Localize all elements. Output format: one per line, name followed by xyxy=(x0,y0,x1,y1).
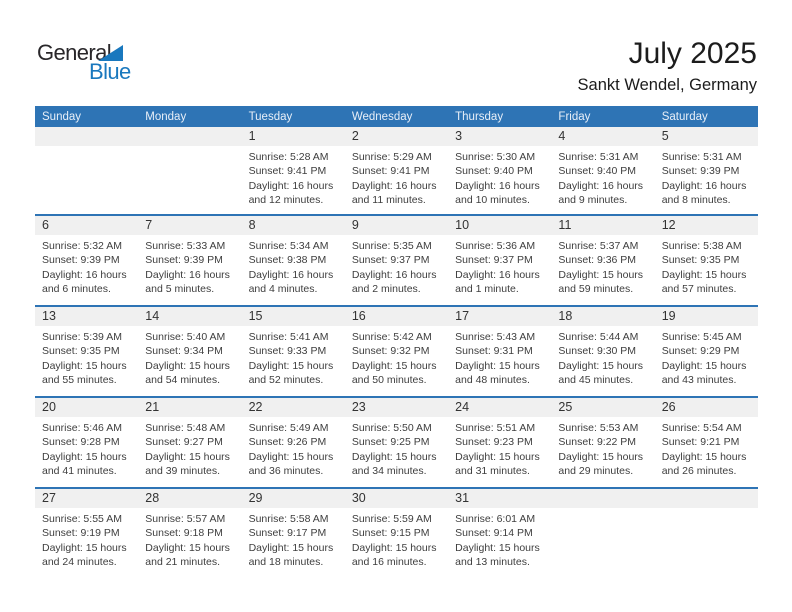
day-cell-23 xyxy=(345,398,448,487)
week-row-4 xyxy=(35,396,758,487)
day-number: 7 xyxy=(138,216,241,235)
week-row-1 xyxy=(35,127,758,214)
page-title-month-year: July 2025 xyxy=(628,37,757,70)
day-sunset-line: Sunset: 9:39 PM xyxy=(145,254,223,267)
day-number: 22 xyxy=(242,398,345,417)
title-block xyxy=(578,38,757,94)
day-cell-7 xyxy=(138,216,241,305)
day-number: 11 xyxy=(551,216,654,235)
day-details xyxy=(655,326,758,388)
day-details xyxy=(551,508,654,512)
calendar xyxy=(35,106,758,578)
day-cell-31 xyxy=(448,489,551,578)
day-cell-15 xyxy=(242,307,345,396)
day-details xyxy=(551,326,654,388)
day-sunrise-line: Sunrise: 5:48 AM xyxy=(145,422,226,434)
day-sunset-line: Sunset: 9:28 PM xyxy=(42,436,120,449)
day-details xyxy=(655,508,758,512)
day-number: 21 xyxy=(138,398,241,417)
day-sunset-line: Sunset: 9:37 PM xyxy=(455,254,533,267)
day-daylight-line: Daylight: 15 hours and 18 minutes. xyxy=(248,541,334,569)
day-sunset-line: Sunset: 9:41 PM xyxy=(248,165,327,178)
day-number: 30 xyxy=(345,489,448,508)
day-details xyxy=(242,417,345,479)
day-number: 19 xyxy=(655,307,758,326)
day-sunset-line: Sunset: 9:21 PM xyxy=(661,436,740,449)
week-row-2 xyxy=(35,214,758,305)
day-cell-20 xyxy=(35,398,138,487)
day-daylight-line: Daylight: 15 hours and 13 minutes. xyxy=(455,541,540,569)
week-row-5 xyxy=(35,487,758,578)
day-daylight-line: Daylight: 16 hours and 6 minutes. xyxy=(42,268,127,296)
day-sunrise-line: Sunrise: 5:39 AM xyxy=(42,331,122,343)
weekday-header-row xyxy=(35,106,758,127)
day-sunrise-line: Sunrise: 5:53 AM xyxy=(558,422,639,434)
day-number xyxy=(655,489,758,508)
day-sunrise-line: Sunrise: 5:32 AM xyxy=(42,240,122,252)
day-number: 12 xyxy=(655,216,758,235)
day-number: 27 xyxy=(35,489,138,508)
day-sunset-line: Sunset: 9:29 PM xyxy=(661,345,740,358)
day-sunrise-line: Sunrise: 5:49 AM xyxy=(248,422,329,434)
day-sunset-line: Sunset: 9:40 PM xyxy=(558,165,637,178)
day-daylight-line: Daylight: 15 hours and 54 minutes. xyxy=(145,359,230,387)
day-daylight-line: Daylight: 16 hours and 10 minutes. xyxy=(455,179,540,207)
day-details xyxy=(345,417,448,479)
day-daylight-line: Daylight: 15 hours and 59 minutes. xyxy=(558,268,644,296)
day-sunrise-line: Sunrise: 5:44 AM xyxy=(558,331,639,343)
day-daylight-line: Daylight: 15 hours and 24 minutes. xyxy=(42,541,127,569)
day-details xyxy=(448,508,551,570)
day-number: 5 xyxy=(655,127,758,146)
day-cell-10 xyxy=(448,216,551,305)
day-sunset-line: Sunset: 9:35 PM xyxy=(661,254,740,267)
day-sunset-line: Sunset: 9:17 PM xyxy=(248,527,327,540)
day-number: 18 xyxy=(551,307,654,326)
day-number: 9 xyxy=(345,216,448,235)
day-cell-2 xyxy=(345,127,448,214)
day-daylight-line: Daylight: 15 hours and 41 minutes. xyxy=(42,450,127,478)
day-details xyxy=(138,146,241,150)
day-number: 6 xyxy=(35,216,138,235)
day-sunrise-line: Sunrise: 5:51 AM xyxy=(455,422,536,434)
day-details xyxy=(138,417,241,479)
day-details xyxy=(242,326,345,388)
day-details xyxy=(242,235,345,297)
day-cell-8 xyxy=(242,216,345,305)
day-number: 25 xyxy=(551,398,654,417)
weekday-header-wednesday: Wednesday xyxy=(351,110,413,123)
day-cell-25 xyxy=(551,398,654,487)
day-daylight-line: Daylight: 16 hours and 2 minutes. xyxy=(351,268,437,296)
day-details xyxy=(655,146,758,208)
day-number xyxy=(35,127,138,146)
day-daylight-line: Daylight: 15 hours and 48 minutes. xyxy=(455,359,540,387)
day-number xyxy=(138,127,241,146)
day-number: 3 xyxy=(448,127,551,146)
day-details xyxy=(448,235,551,297)
day-sunrise-line: Sunrise: 5:35 AM xyxy=(351,240,432,252)
day-daylight-line: Daylight: 16 hours and 5 minutes. xyxy=(145,268,230,296)
day-number: 17 xyxy=(448,307,551,326)
day-details xyxy=(345,326,448,388)
day-daylight-line: Daylight: 15 hours and 55 minutes. xyxy=(42,359,127,387)
day-number: 29 xyxy=(242,489,345,508)
day-sunset-line: Sunset: 9:33 PM xyxy=(248,345,327,358)
day-details xyxy=(35,417,138,479)
day-daylight-line: Daylight: 15 hours and 36 minutes. xyxy=(248,450,334,478)
day-sunset-line: Sunset: 9:35 PM xyxy=(42,345,120,358)
weekday-header-saturday: Saturday xyxy=(661,110,708,123)
day-cell-empty xyxy=(138,127,241,214)
day-daylight-line: Daylight: 15 hours and 52 minutes. xyxy=(248,359,334,387)
day-sunrise-line: Sunrise: 5:55 AM xyxy=(42,513,122,525)
day-sunset-line: Sunset: 9:39 PM xyxy=(42,254,120,267)
day-daylight-line: Daylight: 16 hours and 12 minutes. xyxy=(248,179,334,207)
day-sunrise-line: Sunrise: 5:33 AM xyxy=(145,240,226,252)
day-sunset-line: Sunset: 9:32 PM xyxy=(351,345,430,358)
day-number: 23 xyxy=(345,398,448,417)
day-cell-19 xyxy=(655,307,758,396)
day-cell-27 xyxy=(35,489,138,578)
day-details xyxy=(35,146,138,150)
day-daylight-line: Daylight: 16 hours and 11 minutes. xyxy=(351,179,437,207)
day-daylight-line: Daylight: 15 hours and 29 minutes. xyxy=(558,450,644,478)
day-daylight-line: Daylight: 15 hours and 39 minutes. xyxy=(145,450,230,478)
day-details xyxy=(655,417,758,479)
day-details xyxy=(345,508,448,570)
logo-word-general: General xyxy=(37,40,112,65)
day-sunset-line: Sunset: 9:37 PM xyxy=(351,254,430,267)
day-number: 14 xyxy=(138,307,241,326)
day-sunrise-line: Sunrise: 6:01 AM xyxy=(455,513,536,525)
day-daylight-line: Daylight: 15 hours and 50 minutes. xyxy=(351,359,437,387)
day-daylight-line: Daylight: 16 hours and 8 minutes. xyxy=(661,179,747,207)
day-number: 15 xyxy=(242,307,345,326)
day-cell-12 xyxy=(655,216,758,305)
day-cell-21 xyxy=(138,398,241,487)
day-details xyxy=(35,508,138,570)
day-daylight-line: Daylight: 15 hours and 16 minutes. xyxy=(351,541,437,569)
day-daylight-line: Daylight: 16 hours and 9 minutes. xyxy=(558,179,644,207)
day-sunset-line: Sunset: 9:18 PM xyxy=(145,527,223,540)
day-sunrise-line: Sunrise: 5:41 AM xyxy=(248,331,329,343)
day-details xyxy=(242,508,345,570)
day-sunrise-line: Sunrise: 5:58 AM xyxy=(248,513,329,525)
day-details xyxy=(35,235,138,297)
day-sunset-line: Sunset: 9:40 PM xyxy=(455,165,533,178)
day-daylight-line: Daylight: 15 hours and 34 minutes. xyxy=(351,450,437,478)
day-details xyxy=(138,235,241,297)
day-details xyxy=(138,508,241,570)
day-cell-9 xyxy=(345,216,448,305)
day-details xyxy=(551,417,654,479)
day-cell-empty xyxy=(655,489,758,578)
day-cell-26 xyxy=(655,398,758,487)
day-sunset-line: Sunset: 9:22 PM xyxy=(558,436,637,449)
day-cell-empty xyxy=(551,489,654,578)
day-cell-29 xyxy=(242,489,345,578)
day-cell-3 xyxy=(448,127,551,214)
logo-word-blue: Blue xyxy=(89,59,131,84)
day-sunset-line: Sunset: 9:23 PM xyxy=(455,436,533,449)
day-details xyxy=(448,146,551,208)
day-daylight-line: Daylight: 15 hours and 31 minutes. xyxy=(455,450,540,478)
day-daylight-line: Daylight: 15 hours and 26 minutes. xyxy=(661,450,747,478)
day-sunrise-line: Sunrise: 5:46 AM xyxy=(42,422,122,434)
day-cell-28 xyxy=(138,489,241,578)
day-cell-16 xyxy=(345,307,448,396)
day-cell-18 xyxy=(551,307,654,396)
day-sunrise-line: Sunrise: 5:40 AM xyxy=(145,331,226,343)
day-sunrise-line: Sunrise: 5:28 AM xyxy=(248,151,329,163)
day-details xyxy=(448,326,551,388)
day-daylight-line: Daylight: 15 hours and 21 minutes. xyxy=(145,541,230,569)
day-sunrise-line: Sunrise: 5:29 AM xyxy=(351,151,432,163)
day-sunset-line: Sunset: 9:26 PM xyxy=(248,436,327,449)
day-sunrise-line: Sunrise: 5:31 AM xyxy=(558,151,639,163)
day-sunset-line: Sunset: 9:38 PM xyxy=(248,254,327,267)
day-daylight-line: Daylight: 16 hours and 4 minutes. xyxy=(248,268,334,296)
day-sunrise-line: Sunrise: 5:34 AM xyxy=(248,240,329,252)
day-sunset-line: Sunset: 9:31 PM xyxy=(455,345,533,358)
day-cell-empty xyxy=(35,127,138,214)
day-sunrise-line: Sunrise: 5:57 AM xyxy=(145,513,226,525)
day-sunrise-line: Sunrise: 5:30 AM xyxy=(455,151,536,163)
day-sunset-line: Sunset: 9:14 PM xyxy=(455,527,533,540)
day-cell-1 xyxy=(242,127,345,214)
day-cell-11 xyxy=(551,216,654,305)
day-number: 28 xyxy=(138,489,241,508)
day-number: 10 xyxy=(448,216,551,235)
day-sunrise-line: Sunrise: 5:43 AM xyxy=(455,331,536,343)
day-sunrise-line: Sunrise: 5:50 AM xyxy=(351,422,432,434)
weekday-header-thursday: Thursday xyxy=(455,110,504,123)
day-number: 24 xyxy=(448,398,551,417)
day-sunset-line: Sunset: 9:34 PM xyxy=(145,345,223,358)
calendar-grid xyxy=(35,127,758,578)
day-daylight-line: Daylight: 15 hours and 43 minutes. xyxy=(661,359,747,387)
day-number: 26 xyxy=(655,398,758,417)
day-daylight-line: Daylight: 15 hours and 57 minutes. xyxy=(661,268,747,296)
day-sunrise-line: Sunrise: 5:54 AM xyxy=(661,422,742,434)
day-sunset-line: Sunset: 9:19 PM xyxy=(42,527,120,540)
day-sunset-line: Sunset: 9:39 PM xyxy=(661,165,740,178)
day-number: 31 xyxy=(448,489,551,508)
day-cell-17 xyxy=(448,307,551,396)
day-sunset-line: Sunset: 9:15 PM xyxy=(351,527,430,540)
day-details xyxy=(138,326,241,388)
day-cell-30 xyxy=(345,489,448,578)
day-cell-14 xyxy=(138,307,241,396)
general-blue-logo xyxy=(37,42,147,86)
day-details xyxy=(551,146,654,208)
weekday-header-sunday: Sunday xyxy=(42,110,82,123)
week-row-3 xyxy=(35,305,758,396)
day-sunrise-line: Sunrise: 5:38 AM xyxy=(661,240,742,252)
day-daylight-line: Daylight: 15 hours and 45 minutes. xyxy=(558,359,644,387)
page-subtitle-location: Sankt Wendel, Germany xyxy=(577,76,757,94)
day-sunrise-line: Sunrise: 5:37 AM xyxy=(558,240,639,252)
weekday-header-monday: Monday xyxy=(145,110,187,123)
day-sunrise-line: Sunrise: 5:59 AM xyxy=(351,513,432,525)
day-sunset-line: Sunset: 9:36 PM xyxy=(558,254,637,267)
day-number: 8 xyxy=(242,216,345,235)
weekday-header-tuesday: Tuesday xyxy=(248,110,293,123)
day-details xyxy=(655,235,758,297)
day-number: 20 xyxy=(35,398,138,417)
day-sunrise-line: Sunrise: 5:31 AM xyxy=(661,151,742,163)
day-cell-22 xyxy=(242,398,345,487)
day-number: 13 xyxy=(35,307,138,326)
day-cell-6 xyxy=(35,216,138,305)
day-sunset-line: Sunset: 9:27 PM xyxy=(145,436,223,449)
day-details xyxy=(345,235,448,297)
day-number: 1 xyxy=(242,127,345,146)
day-details xyxy=(448,417,551,479)
weekday-header-friday: Friday xyxy=(558,110,591,123)
day-sunrise-line: Sunrise: 5:45 AM xyxy=(661,331,742,343)
day-sunrise-line: Sunrise: 5:36 AM xyxy=(455,240,536,252)
day-details xyxy=(242,146,345,208)
day-daylight-line: Daylight: 16 hours and 1 minute. xyxy=(455,268,540,296)
day-cell-13 xyxy=(35,307,138,396)
day-number xyxy=(551,489,654,508)
day-sunrise-line: Sunrise: 5:42 AM xyxy=(351,331,432,343)
day-number: 2 xyxy=(345,127,448,146)
day-cell-5 xyxy=(655,127,758,214)
day-number: 4 xyxy=(551,127,654,146)
day-details xyxy=(35,326,138,388)
day-number: 16 xyxy=(345,307,448,326)
day-cell-24 xyxy=(448,398,551,487)
day-details xyxy=(551,235,654,297)
day-cell-4 xyxy=(551,127,654,214)
day-details xyxy=(345,146,448,208)
day-sunset-line: Sunset: 9:25 PM xyxy=(351,436,430,449)
day-sunset-line: Sunset: 9:30 PM xyxy=(558,345,637,358)
day-sunset-line: Sunset: 9:41 PM xyxy=(351,165,430,178)
